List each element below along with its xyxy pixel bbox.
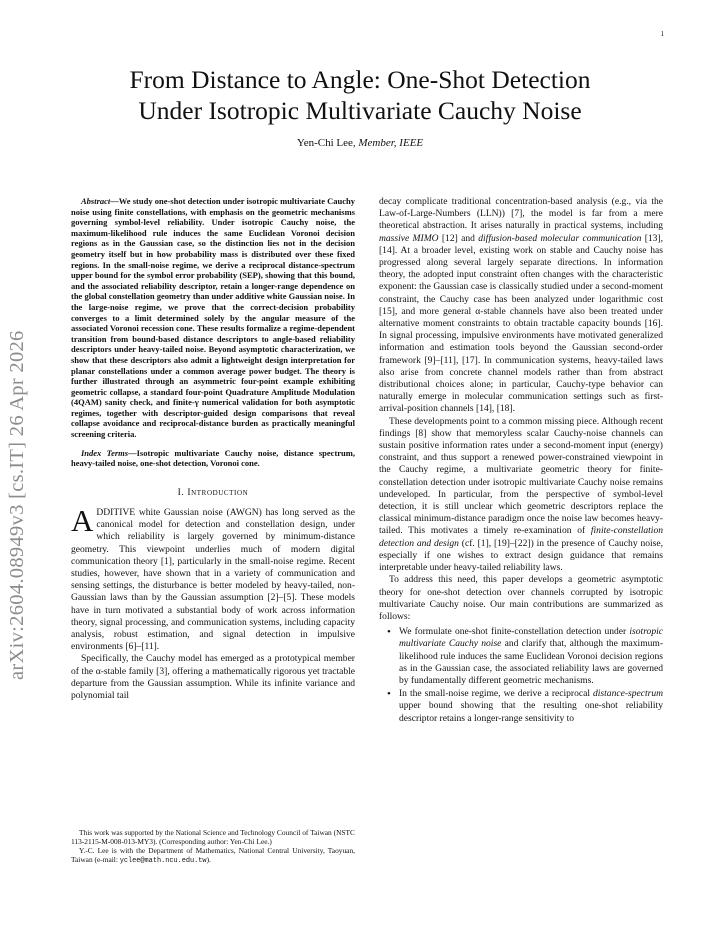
index-terms-label: Index Terms <box>81 447 129 458</box>
contribution-item <box>399 626 663 687</box>
contribution-2-text-b: upper bound showing that the resulting one-shot reliability descriptor retains a longer-range sensitivity to <box>399 700 663 724</box>
molecular-communication-term: diffusion-based molecular communication <box>478 232 642 244</box>
footnotes <box>71 828 355 866</box>
author-email-link[interactable]: yclee@math.ncu.edu.tw <box>119 857 207 865</box>
index-terms-text: —Isotropic multivariate Cauchy noise, distance spectrum, heavy-tailed noise, one-shot detection, Voronoi cone. <box>71 447 355 469</box>
arxiv-watermark: arXiv:2604.08949v3 [cs.IT] 26 Apr 2026 <box>6 330 28 680</box>
right-column <box>379 196 663 726</box>
intro-paragraph-2: Specifically, the Cauchy model has emerged as a prototypical member of the α-stable family [3], offering a mathematically rigorous yet tractable departure from the Gaussian assumption. While its infinite variance and polynomial tail <box>71 653 355 702</box>
abstract <box>71 196 355 440</box>
abstract-text: —We study one-shot detection under isotropic multivariate Cauchy noise using finite constellations, with emphasis on the geometric mechanisms governing symbol-level reliability. Under isotropic Cauchy noise, the maximum-likelihood rule induces the same Euclidean Voronoi decision regions as in the Gaussian case, so the distinction lies not in the decision geometry itself but in how probability mass is distributed over these fixed regions. In the small-noise regime, we derive a reciprocal distance-spectrum upper bound for the symbol error probability (SEP), showing that this bound, and the associated reliability descriptor, retain a longer-range dependence on the global constellation geometry than under additive white Gaussian noise. In the large-noise regime, we prove that the correct-decision probability converges to a limit determined solely by the angular measure of the associated Voronoi recession cone. These results formalize a regime-dependent transition from bound-based distance descriptors to angle-based reliability descriptors under heavy-tailed noise. Beyond asymptotic characterization, we show that these descriptors also admit a lightweight design interpretation for planar constellations under a common average power budget. The theory is further illustrated through an asymmetric four-point example exhibiting geometric collapse, a standard four-point Quadrature Amplitude Modulation (4QAM) sanity check, and finite-γ numerical validation for both asymptotic regimes, together with descriptor-guided design comparisons that reveal collapse avoidance and reciprocal-distance burden as practically meaningful screening criteria. <box>71 196 355 440</box>
contribution-1-emphasis: isotropic multivariate Cauchy noise <box>399 626 663 650</box>
title-line-2: Under Isotropic Multivariate Cauchy Noise <box>138 96 582 125</box>
section-heading-introduction: I. Introduction <box>177 487 249 498</box>
author-line <box>0 137 720 149</box>
contribution-2-emphasis: distance-spectrum <box>593 688 663 700</box>
contribution-item <box>399 688 663 725</box>
right-paragraph-2-text-b: (cf. [1], [19]–[22]) in the presence of Cauchy noise, especially if one wishes to extract design guidance that remains interpretable under heavy-tailed reliability laws. <box>379 537 663 574</box>
intro-paragraph-1-text: DDITIVE white Gaussian noise (AWGN) has long served as the canonical model for detection and constellation design, under which reliability is largely governed by minimum-distance geometry. This viewpoint underlies much of modern digital communication theory [1], particularly in the small-noise regime. Recent studies, however, have shown that in a variety of communication and sensing settings, the disturbance is better modeled by heavy-tailed, non-Gaussian laws than by the Gaussian assumption [2]–[5]. These models have in turn motivated a substantial body of work across information theory, signal processing, and communication systems, including capacity analysis, robust estimation, and signal detection in impulsive environments [6]–[11]. <box>71 507 355 653</box>
author-affiliation: Member, IEEE <box>358 137 424 149</box>
footnote-affiliation-end: ). <box>206 855 211 864</box>
contribution-1-text-a: We formulate one-shot finite-constellation detection under <box>399 626 630 638</box>
paper-title <box>0 64 720 126</box>
contribution-2-text-a: In the small-noise regime, we derive a reciprocal <box>399 688 593 700</box>
footnote-affiliation-text: Y.-C. Lee is with the Department of Mathematics, National Central University, Taoyuan, Taiwan (e-mail: <box>71 846 355 864</box>
page-number: 1 <box>660 30 664 38</box>
contributions-list <box>379 626 663 725</box>
left-column <box>71 196 355 702</box>
footnote-affiliation <box>71 846 355 866</box>
intro-paragraph-1 <box>71 503 355 653</box>
footnote-funding: This work was supported by the National Science and Technology Council of Taiwan (NSTC 113-2115-M-008-013-MY3). (Corresponding author: Yen-Chi Lee.) <box>71 828 355 846</box>
author-name: Yen-Chi Lee, <box>296 137 359 149</box>
abstract-label: Abstract <box>81 196 111 206</box>
title-line-1: From Distance to Angle: One-Shot Detection <box>129 65 591 94</box>
right-paragraph-1-text-a: decay complicate traditional concentration-based analysis (e.g., via the Law-of-Large-Numbers (LLN)) [7], the model is far from a mere theoretical abstraction. It arises naturally in practical systems, including <box>379 196 663 232</box>
finite-constellation-term: finite-constellation detection and design <box>379 525 663 549</box>
drop-cap: A <box>71 503 94 539</box>
right-paragraph-1-text-c: [13], [14]. At a broader level, existing work on stable and Cauchy noise has progressed along several largely separate directions. In information theory, the adopted input constraint often changes with the characteristic exponent: the Gaussian case is classically studied under a second-moment constraint, the Cauchy case has been analyzed under logarithmic cost [15], and more general α-stable channels have also been treated under alternative moment constraints to obtain tractable capacity bounds [16]. In signal processing, impulsive environments have motivated generalized information and estimation tools beyond the Gaussian second-order framework [9]–[11], [17]. In communication systems, heavy-tailed laws also arise from concrete channel models rather than from abstract distributional choices alone; in particular, Cauchy-type behavior can naturally emerge in molecular communication settings such as first-arrival-position channels [14], [18]. <box>379 232 664 415</box>
right-paragraph-1 <box>379 196 663 416</box>
index-terms <box>71 448 355 469</box>
right-paragraph-3: To address this need, this paper develops a geometric asymptotic theory for one-shot detection over channels corrupted by isotropic multivariate Cauchy noise. Our main contributions are summarized as follows: <box>379 574 663 622</box>
massive-mimo-term: massive MIMO <box>379 232 439 244</box>
right-paragraph-2-text-a: These developments point to a common missing piece. Although recent findings [8] show that memoryless scalar Cauchy-noise channels can sustain positive information rates under a second-moment input (energy) constraint, and thus support a renewed power-constrained viewpoint in the Cauchy regime, a multivariate geometric theory for finite-constellation detection under isotropic multivariate Cauchy noise remains undeveloped. In particular, from the perspective of symbol-level detection, it is still unclear which geometric descriptors replace the classical minimum-distance paradigm once the noise law becomes heavy-tailed. This motivates a timely re-examination of <box>379 415 663 537</box>
right-paragraph-2 <box>379 416 663 575</box>
right-paragraph-1-text-b: [12] and <box>438 232 479 244</box>
contribution-1-text-b: and clarify that, although the maximum-likelihood rule induces the same Euclidean Voronoi decision regions as in the Gaussian case, the associated reliability laws are governed by fundamentally different geometric mechanisms. <box>399 638 664 686</box>
